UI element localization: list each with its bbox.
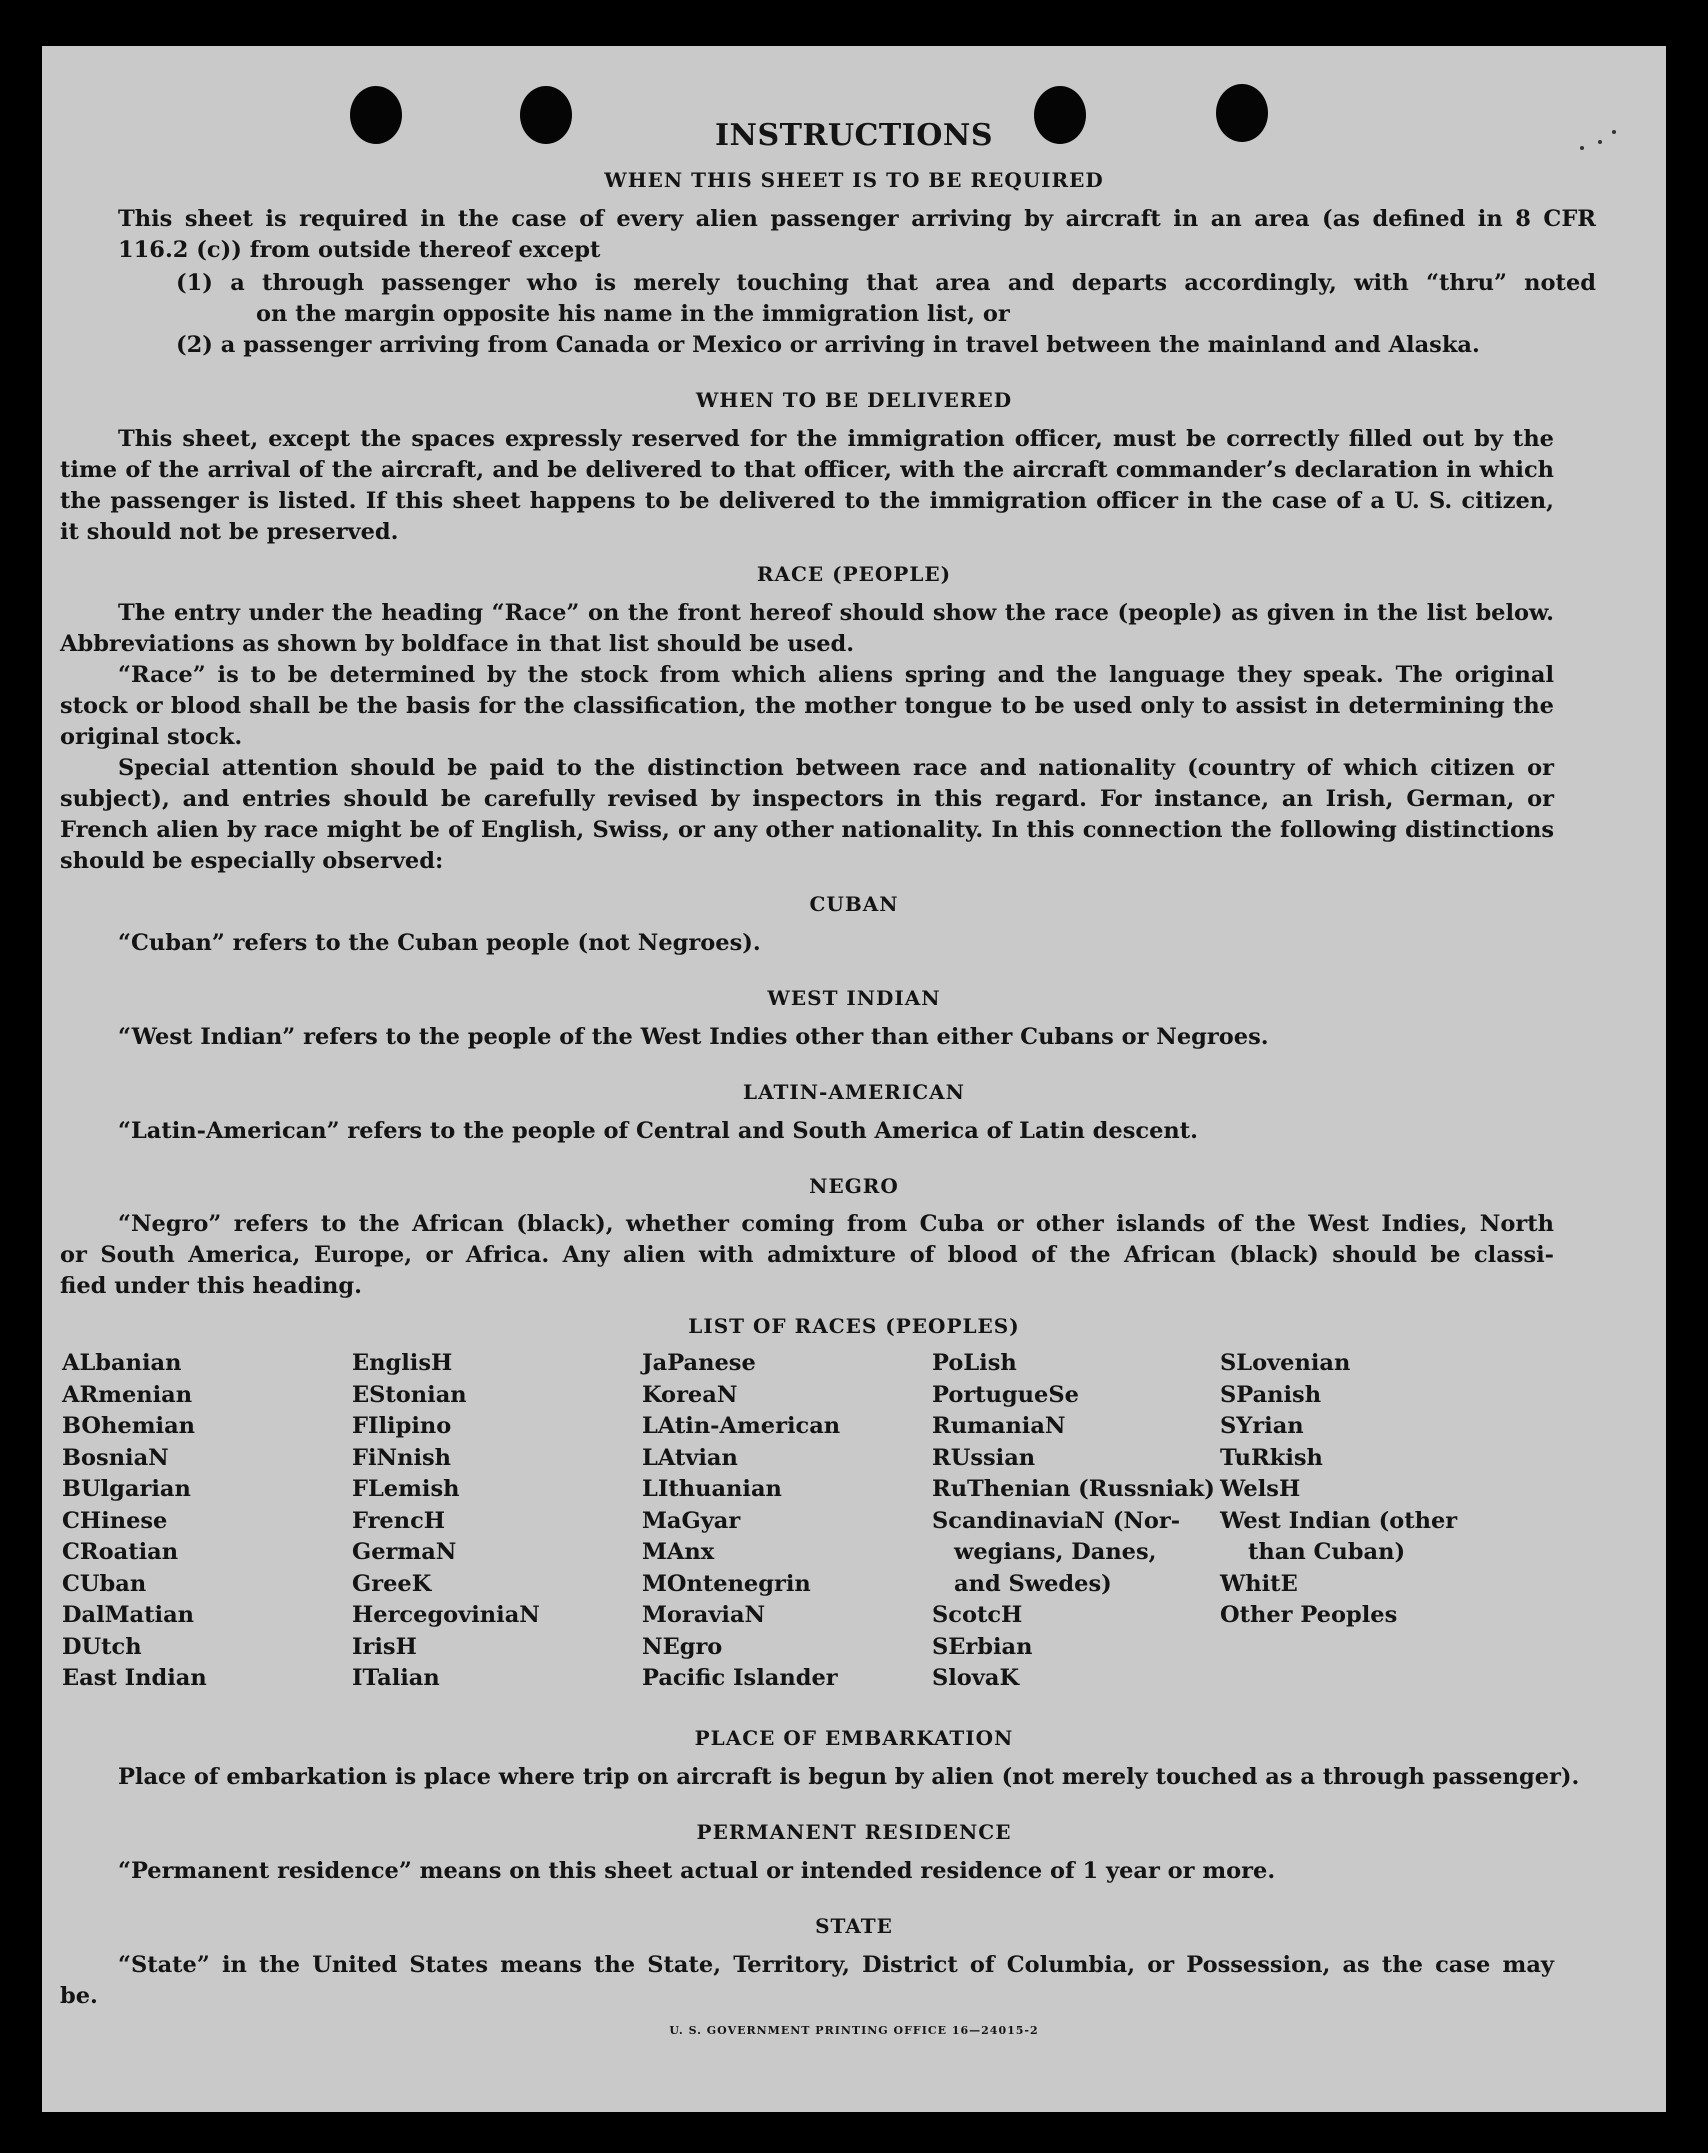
race-item: than Cuban) xyxy=(1248,1539,1406,1565)
race-item: CHinese xyxy=(62,1507,168,1534)
race-item: ALbanian xyxy=(62,1350,182,1376)
race-item: ITalian xyxy=(352,1665,440,1691)
text-line: French alien by race might be of English, Swiss, or any other nationality. In this connection the following distinctions xyxy=(60,817,1554,843)
race-item: BUlgarian xyxy=(62,1476,191,1502)
section-heading-state: STATE xyxy=(815,1914,893,1938)
text-line: This sheet is required in the case of every alien passenger arriving by aircraft in an area (as defined in 8 CFR xyxy=(118,206,1596,232)
race-item: FiNnish xyxy=(352,1444,452,1471)
race-item: RUssian xyxy=(932,1444,1036,1471)
section-heading-negro: NEGRO xyxy=(809,1174,899,1198)
race-item: and Swedes) xyxy=(954,1570,1112,1597)
text-line: “Negro” refers to the African (black), whether coming from Cuba or other islands of the West Indies, North xyxy=(118,1211,1554,1237)
page-title: INSTRUCTIONS xyxy=(715,118,993,153)
race-item: ScotcH xyxy=(932,1602,1023,1628)
race-item: wegians, Danes, xyxy=(954,1539,1157,1565)
race-item: FIlipino xyxy=(352,1413,452,1439)
race-item: CUban xyxy=(62,1570,147,1597)
section-heading-delivered: WHEN TO BE DELIVERED xyxy=(695,388,1013,412)
race-item: KoreaN xyxy=(642,1381,738,1408)
text-line: the passenger is listed. If this sheet happens to be delivered to the immigration officer in the case of a U. S. citizen, xyxy=(60,488,1554,514)
race-paragraph-1 xyxy=(60,598,1554,660)
race-item: FLemish xyxy=(352,1476,460,1502)
text-line: on the margin opposite his name in the immigration list, or xyxy=(256,301,1010,327)
text-line: stock or blood shall be the basis for the classification, the mother tongue to be used only to assist in determining the xyxy=(60,693,1554,719)
text-line: or South America, Europe, or Africa. Any alien with admixture of blood of the African (black) should be classi- xyxy=(60,1242,1554,1268)
required-paragraph xyxy=(118,204,1596,266)
exception-item-2: (2) a passenger arriving from Canada or Mexico or arriving in travel between the mainland and Alaska. xyxy=(176,332,1480,358)
race-item: CRoatian xyxy=(62,1539,179,1565)
cuban-text: “Cuban” refers to the Cuban people (not Negroes). xyxy=(118,930,761,956)
text-line: Special attention should be paid to the distinction between race and nationality (country of which citizen or xyxy=(118,755,1554,781)
negro-paragraph xyxy=(60,1209,1554,1302)
race-item: MoraviaN xyxy=(642,1602,766,1628)
text-line: subject), and entries should be carefully revised by inspectors in this regard. For instance, an Irish, German, or xyxy=(60,786,1554,812)
text-line: This sheet, except the spaces expressly reserved for the immigration officer, must be correctly filled out by the xyxy=(118,426,1554,452)
section-heading-west-indian: WEST INDIAN xyxy=(767,986,941,1010)
race-item: WelsH xyxy=(1220,1476,1301,1502)
race-item: MAnx xyxy=(642,1539,715,1565)
text-line: “Race” is to be determined by the stock from which aliens spring and the language they speak. The original xyxy=(118,662,1554,688)
race-item: PoLish xyxy=(932,1350,1017,1376)
race-item: JaPanese xyxy=(642,1350,756,1376)
section-heading-embarkation: PLACE OF EMBARKATION xyxy=(694,1726,1014,1750)
race-item: BosniaN xyxy=(62,1444,169,1471)
race-item: Pacific Islander xyxy=(642,1665,838,1691)
race-item: FrencH xyxy=(352,1507,446,1534)
race-item: East Indian xyxy=(62,1665,207,1691)
race-item: GermaN xyxy=(352,1539,457,1565)
section-heading-required: WHEN THIS SHEET IS TO BE REQUIRED xyxy=(604,168,1104,192)
race-list-column-1 xyxy=(62,1348,207,1695)
text-line: (1) a through passenger who is merely touching that area and departs accordingly, with “thru” noted xyxy=(176,270,1596,296)
section-heading-cuban: CUBAN xyxy=(809,892,899,916)
text-line: The entry under the heading “Race” on the front hereof should show the race (people) as given in the list below. xyxy=(118,600,1554,626)
race-item: LAtin-American xyxy=(642,1413,841,1439)
race-item: SlovaK xyxy=(932,1665,1020,1691)
race-item: TuRkish xyxy=(1220,1444,1323,1471)
section-heading-latin-american: LATIN-AMERICAN xyxy=(743,1080,965,1104)
race-item: LIthuanian xyxy=(642,1476,782,1502)
race-item: WhitE xyxy=(1220,1570,1298,1597)
race-item: Other Peoples xyxy=(1220,1602,1398,1628)
race-paragraph-2 xyxy=(60,660,1554,753)
text-line: “State” in the United States means the State, Territory, District of Columbia, or Possession, as the case may xyxy=(118,1952,1554,1978)
race-item: BOhemian xyxy=(62,1413,196,1439)
race-item: SLovenian xyxy=(1220,1350,1351,1376)
race-item: West Indian (other xyxy=(1220,1507,1458,1534)
race-item: GreeK xyxy=(352,1570,432,1597)
race-item: IrisH xyxy=(352,1633,417,1660)
text-line: should be especially observed: xyxy=(60,848,444,874)
embarkation-text: Place of embarkation is place where trip on aircraft is begun by alien (not merely touched as a through passenger). xyxy=(118,1764,1580,1790)
race-item: DUtch xyxy=(62,1633,142,1660)
text-line: 116.2 (c)) from outside thereof except xyxy=(118,237,601,263)
race-paragraph-3 xyxy=(60,753,1554,877)
printer-imprint: U. S. GOVERNMENT PRINTING OFFICE 16—24015-2 xyxy=(669,2024,1039,2037)
text-line: it should not be preserved. xyxy=(60,519,399,545)
west-indian-text: “West Indian” refers to the people of the West Indies other than either Cubans or Negroes. xyxy=(118,1024,1269,1050)
race-item: MOntenegrin xyxy=(642,1570,811,1597)
section-heading-race: RACE (PEOPLE) xyxy=(756,562,952,586)
race-item: MaGyar xyxy=(642,1507,741,1534)
race-item: SErbian xyxy=(932,1633,1033,1660)
race-list-column-3 xyxy=(642,1348,840,1695)
race-item: HercegoviniaN xyxy=(352,1602,540,1628)
section-heading-residence: PERMANENT RESIDENCE xyxy=(696,1820,1012,1844)
race-list-column-4 xyxy=(932,1348,1215,1695)
text-line: fied under this heading. xyxy=(60,1273,362,1299)
race-item: PortugueSe xyxy=(932,1381,1079,1408)
text-line: be. xyxy=(60,1983,98,2009)
race-item: RuThenian (Russniak) xyxy=(932,1476,1215,1502)
race-item: RumaniaN xyxy=(932,1413,1066,1439)
race-item: EnglisH xyxy=(352,1350,453,1376)
race-item: ScandinaviaN (Nor- xyxy=(932,1507,1181,1534)
residence-text: “Permanent residence” means on this sheet actual or intended residence of 1 year or more. xyxy=(118,1858,1276,1884)
race-item: NEgro xyxy=(642,1633,723,1660)
race-item: SYrian xyxy=(1220,1413,1304,1439)
race-list-column-2 xyxy=(352,1348,540,1695)
instruction-sheet xyxy=(42,46,1666,2112)
race-item: DalMatian xyxy=(62,1602,195,1628)
text-line: original stock. xyxy=(60,724,243,750)
race-item: ARmenian xyxy=(62,1381,193,1408)
text-line: time of the arrival of the aircraft, and be delivered to that officer, with the aircraft commander’s declaration in which xyxy=(60,457,1554,483)
text-line: Abbreviations as shown by boldface in that list should be used. xyxy=(60,631,855,657)
latin-american-text: “Latin-American” refers to the people of Central and South America of Latin descent. xyxy=(118,1118,1198,1144)
race-list-column-5 xyxy=(1220,1348,1457,1632)
delivered-paragraph xyxy=(60,424,1554,548)
race-item: SPanish xyxy=(1220,1381,1322,1408)
section-heading-list-of-races: LIST OF RACES (PEOPLES) xyxy=(688,1314,1020,1338)
exception-item-1 xyxy=(176,268,1596,330)
race-item: LAtvian xyxy=(642,1444,738,1471)
state-paragraph xyxy=(60,1950,1554,2012)
race-item: EStonian xyxy=(352,1381,467,1408)
